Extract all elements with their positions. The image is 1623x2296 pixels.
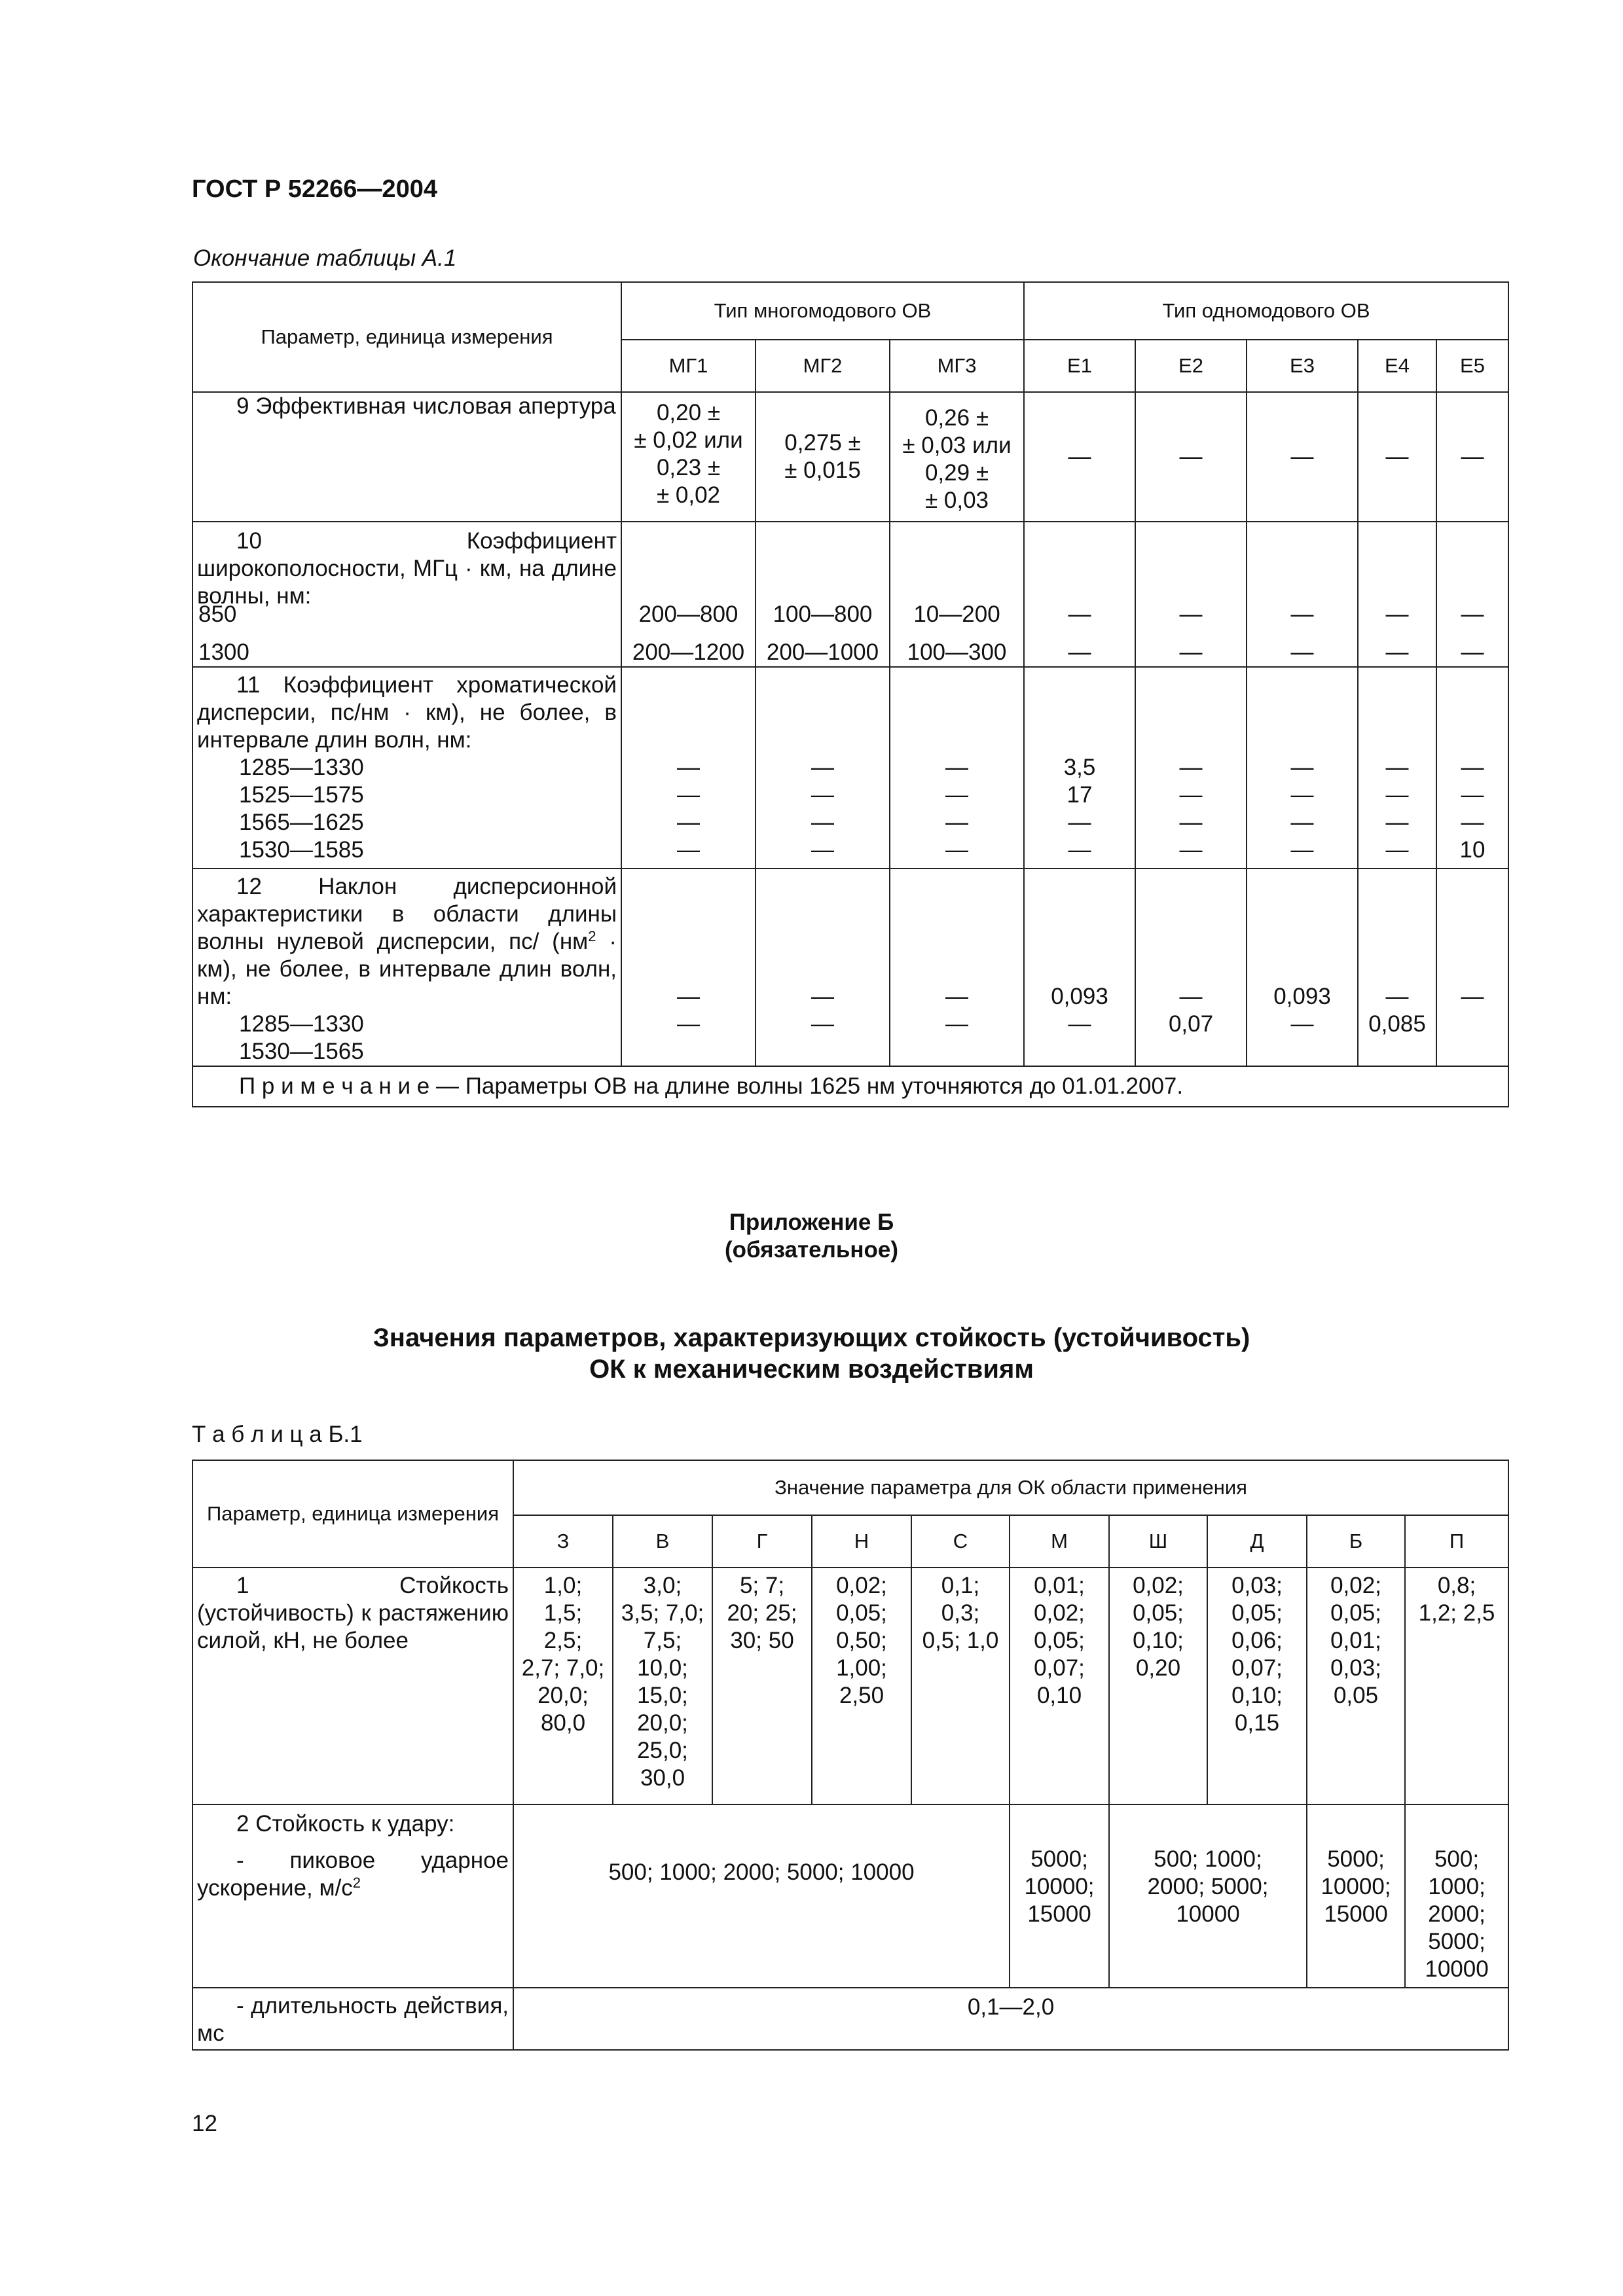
cell-value: 0,26 ± bbox=[924, 405, 989, 431]
cell-value: — bbox=[1290, 755, 1314, 780]
sub-label: 1530—1565 bbox=[239, 1039, 364, 1064]
cell-value: 0,05; bbox=[1133, 1600, 1184, 1626]
table-b1 bbox=[192, 1460, 1509, 2051]
sub-label-text: - пиковое ударное ускорение, м/с bbox=[197, 1848, 509, 1901]
cell-value: 3,5; 7,0; bbox=[621, 1600, 704, 1626]
cell-value: 0,05 bbox=[1333, 1683, 1379, 1708]
cell-value: 15000 bbox=[1324, 1901, 1388, 1927]
cell-value: 0,1; bbox=[941, 1573, 980, 1598]
cell-value: ± 0,02 bbox=[656, 482, 721, 508]
cell-value: — bbox=[677, 810, 700, 835]
cell-value: — bbox=[811, 782, 834, 808]
cell-value: — bbox=[1179, 782, 1203, 808]
row-label: 1 Стойкость (устойчивость) к растяжению силой, кН, не более bbox=[197, 1573, 509, 1653]
cell-value: 0,20 ± bbox=[656, 400, 721, 425]
cell-value: 25,0; bbox=[637, 1738, 688, 1763]
col-header: З bbox=[513, 1515, 613, 1568]
cell-value: 0,15 bbox=[1234, 1710, 1280, 1736]
table-note: П р и м е ч а н и е — Параметры ОВ на длине волны 1625 нм уточняются до 01.01.2007. bbox=[192, 1066, 1508, 1107]
superscript: 2 bbox=[588, 928, 596, 944]
cell-value: 0,06; bbox=[1231, 1628, 1283, 1653]
cell-value: 30,0 bbox=[640, 1765, 685, 1791]
col-header: Д bbox=[1207, 1515, 1307, 1568]
row-label: 11 Коэффициент хроматической дисперсии, пс/нм · км), не более, в интервале длин волн, нм: bbox=[197, 672, 617, 753]
col-header: Ш bbox=[1109, 1515, 1207, 1568]
col-header: Н bbox=[812, 1515, 911, 1568]
cell-value: — bbox=[677, 782, 700, 808]
cell-value: — bbox=[1385, 837, 1409, 863]
cell-value: 0,3; bbox=[941, 1600, 980, 1626]
group-header-application: Значение параметра для ОК области применения bbox=[513, 1460, 1508, 1515]
cell-value: — bbox=[1179, 984, 1203, 1009]
cell-value: 10—200 bbox=[913, 601, 1000, 627]
table-row-11 bbox=[192, 667, 1508, 869]
table-row-9 bbox=[192, 392, 1508, 522]
cell-value: 20; 25; bbox=[727, 1600, 797, 1626]
cell-value: — bbox=[677, 984, 700, 1009]
cell-value: — bbox=[811, 755, 834, 780]
cell-value: — bbox=[1385, 810, 1409, 835]
cell-value: — bbox=[945, 755, 968, 780]
cell-value: — bbox=[1436, 392, 1508, 522]
cell-value: 0,23 ± bbox=[656, 455, 721, 480]
col-header: МГ2 bbox=[756, 340, 890, 392]
cell-value: 0,02; bbox=[1133, 1573, 1184, 1598]
cell-value: 1,0; bbox=[543, 1573, 583, 1598]
row-label: 9 Эффективная числовая апертура bbox=[236, 393, 616, 419]
cell-value: — bbox=[1068, 810, 1091, 835]
cell-value: 0,085 bbox=[1368, 1011, 1426, 1037]
cell-value: 500; 1000; bbox=[1154, 1846, 1262, 1872]
cell-value: 0,10 bbox=[1036, 1683, 1082, 1708]
cell-value: — bbox=[677, 837, 700, 863]
cell-value: 100—800 bbox=[773, 601, 873, 627]
cell-value: — bbox=[1461, 782, 1484, 808]
col-header: Г bbox=[712, 1515, 812, 1568]
cell-value: 0,8; bbox=[1437, 1573, 1476, 1598]
col-header: Е1 bbox=[1024, 340, 1135, 392]
row-label-text: 12 Наклон дисперсионной характеристики в области длины волны нулевой дисперсии, пс/ (нм bbox=[197, 874, 617, 954]
cell-value: — bbox=[945, 1011, 968, 1037]
cell-value: — bbox=[677, 755, 700, 780]
cell-value: 200—800 bbox=[638, 601, 739, 627]
sub-label: 1530—1585 bbox=[239, 837, 364, 863]
cell-value: 1,2; 2,5 bbox=[1418, 1600, 1495, 1626]
cell-value: 0,093 bbox=[1051, 984, 1108, 1009]
table-row-2-duration bbox=[192, 1988, 1508, 2050]
cell-value: 10 bbox=[1459, 837, 1486, 863]
cell-value: — bbox=[811, 837, 834, 863]
cell-value: 200—1200 bbox=[632, 639, 745, 665]
sub-label-peak bbox=[193, 1847, 513, 1902]
cell-value: 0,07 bbox=[1168, 1011, 1214, 1037]
col-header: П bbox=[1405, 1515, 1508, 1568]
col-header: Б bbox=[1307, 1515, 1405, 1568]
group-header-singlemode: Тип одномодового ОВ bbox=[1024, 282, 1508, 340]
table-a1 bbox=[192, 281, 1509, 1107]
cell-value: 10,0; bbox=[637, 1655, 688, 1681]
cell-value: — bbox=[1179, 810, 1203, 835]
cell-value: 15,0; bbox=[637, 1683, 688, 1708]
cell-value: — bbox=[1290, 639, 1314, 665]
table-row-1 bbox=[192, 1568, 1508, 1804]
col-header: Е5 bbox=[1436, 340, 1508, 392]
cell-value: 100—300 bbox=[907, 639, 1007, 665]
cell-value: — bbox=[1385, 639, 1409, 665]
cell-value: 17 bbox=[1067, 782, 1093, 808]
appendix-subtitle: (обязательное) bbox=[724, 1237, 898, 1263]
cell-value: 20,0; bbox=[538, 1683, 589, 1708]
cell-value: — bbox=[1290, 601, 1314, 627]
cell-value: 3,0; bbox=[643, 1573, 682, 1598]
cell-value: — bbox=[1290, 837, 1314, 863]
col-header: Е3 bbox=[1247, 340, 1358, 392]
cell-value: 0,29 ± bbox=[924, 460, 989, 486]
cell-value: 2,7; 7,0; bbox=[521, 1655, 605, 1681]
cell-value: 10000 bbox=[1176, 1901, 1240, 1927]
cell-value: 10000 bbox=[1425, 1956, 1489, 1982]
sub-label: 850 bbox=[198, 601, 237, 627]
cell-value: 500; bbox=[1434, 1846, 1480, 1872]
cell-value: — bbox=[811, 984, 834, 1009]
cell-value: ± 0,03 bbox=[924, 488, 989, 513]
cell-value: 0,275 ± bbox=[784, 430, 861, 456]
col-header: МГ3 bbox=[890, 340, 1024, 392]
sub-label: 1300 bbox=[198, 639, 249, 665]
cell-value: — bbox=[945, 984, 968, 1009]
row-label-text: · км), не более, в интервале длин волн, нм: bbox=[197, 929, 617, 1009]
cell-value: 0,093 bbox=[1273, 984, 1331, 1009]
cell-value: 0,50; bbox=[836, 1628, 887, 1653]
cell-value: 0,02; bbox=[836, 1573, 887, 1598]
cell-value: — bbox=[1461, 810, 1484, 835]
cell-value: 0,02; bbox=[1330, 1573, 1381, 1598]
col-header: Е2 bbox=[1135, 340, 1247, 392]
sub-label: 1525—1575 bbox=[239, 782, 364, 808]
sub-label: 1285—1330 bbox=[239, 1011, 364, 1037]
cell-value: — bbox=[1461, 639, 1484, 665]
cell-value: 7,5; bbox=[643, 1628, 682, 1653]
cell-value: — bbox=[811, 1011, 834, 1037]
page-number: 12 bbox=[192, 2111, 217, 2136]
col-header-parameter: Параметр, единица измерения bbox=[192, 1460, 513, 1568]
cell-value: — bbox=[1290, 782, 1314, 808]
sub-label: 1565—1625 bbox=[239, 810, 364, 835]
cell-value: 0,05; bbox=[1231, 1600, 1283, 1626]
cell-value: — bbox=[1068, 1011, 1091, 1037]
cell-value: 30; 50 bbox=[730, 1628, 794, 1653]
cell-value: 3,5 bbox=[1063, 755, 1096, 780]
col-header-parameter: Параметр, единица измерения bbox=[192, 282, 621, 392]
cell-value: — bbox=[1290, 810, 1314, 835]
cell-value: ± 0,015 bbox=[784, 457, 861, 483]
cell-value: 2000; bbox=[1428, 1901, 1486, 1927]
cell-value: 10000; bbox=[1024, 1874, 1095, 1899]
cell-value: — bbox=[1024, 392, 1135, 522]
col-header: Е4 bbox=[1358, 340, 1436, 392]
cell-value: 80,0 bbox=[540, 1710, 586, 1736]
cell-value: 0,20 bbox=[1135, 1655, 1181, 1681]
cell-value: 0,05; bbox=[1034, 1628, 1085, 1653]
cell-value: — bbox=[1461, 601, 1484, 627]
cell-value: — bbox=[677, 1011, 700, 1037]
superscript: 2 bbox=[352, 1874, 361, 1891]
group-header-multimode: Тип многомодового ОВ bbox=[621, 282, 1024, 340]
cell-value: — bbox=[1461, 984, 1484, 1009]
cell-value: 2,5; bbox=[543, 1628, 583, 1653]
cell-value: 0,01; bbox=[1034, 1573, 1085, 1598]
sub-label-duration: - длительность действия, мс bbox=[197, 1993, 509, 2046]
cell-value: 1,5; bbox=[543, 1600, 583, 1626]
table-b1-caption: Т а б л и ц а Б.1 bbox=[192, 1422, 363, 1447]
cell-value: — bbox=[1179, 639, 1203, 665]
cell-value: 20,0; bbox=[637, 1710, 688, 1736]
cell-value: 0,02; bbox=[1034, 1600, 1085, 1626]
cell-value: 5000; bbox=[1428, 1929, 1486, 1954]
cell-value: — bbox=[1385, 601, 1409, 627]
cell-value: — bbox=[1179, 601, 1203, 627]
cell-value: — bbox=[945, 810, 968, 835]
cell-value: — bbox=[1068, 837, 1091, 863]
cell-value: — bbox=[1068, 601, 1091, 627]
cell-value: — bbox=[1135, 392, 1247, 522]
document-header: ГОСТ Р 52266—2004 bbox=[192, 175, 437, 203]
cell-value: 200—1000 bbox=[766, 639, 879, 665]
cell-value: — bbox=[1461, 755, 1484, 780]
table-row-12 bbox=[192, 869, 1508, 1066]
cell-value: — bbox=[1385, 755, 1409, 780]
cell-value: — bbox=[1358, 392, 1436, 522]
cell-value: — bbox=[1247, 392, 1358, 522]
cell-value: 5; 7; bbox=[739, 1573, 785, 1598]
col-header: В bbox=[613, 1515, 712, 1568]
row-label: 2 Стойкость к удару: bbox=[236, 1811, 455, 1837]
cell-value: — bbox=[1068, 639, 1091, 665]
cell-value: 5000; bbox=[1030, 1846, 1088, 1872]
cell-value: 0,07; bbox=[1034, 1655, 1085, 1681]
table-a1-caption: Окончание таблицы А.1 bbox=[193, 245, 457, 271]
appendix-heading: ОК к механическим воздействиям bbox=[589, 1355, 1034, 1384]
table-row-2 bbox=[192, 1804, 1508, 1988]
cell-value: 0,10; bbox=[1231, 1683, 1283, 1708]
table-row-10 bbox=[192, 522, 1508, 667]
row-label bbox=[193, 873, 621, 1011]
cell-value: 2,50 bbox=[839, 1683, 884, 1708]
cell-value: ± 0,02 или bbox=[634, 427, 743, 453]
appendix-title: Приложение Б bbox=[729, 1210, 894, 1235]
cell-value: 0,10; bbox=[1133, 1628, 1184, 1653]
cell-value: — bbox=[1290, 1011, 1314, 1037]
cell-value: 1,00; bbox=[836, 1655, 887, 1681]
sub-label: 1285—1330 bbox=[239, 755, 364, 780]
cell-value: 0,03; bbox=[1330, 1655, 1381, 1681]
col-header: С bbox=[911, 1515, 1010, 1568]
appendix-heading: Значения параметров, характеризующих стойкость (устойчивость) bbox=[373, 1323, 1250, 1352]
cell-value: 0,07; bbox=[1231, 1655, 1283, 1681]
cell-value: — bbox=[945, 782, 968, 808]
cell-value: — bbox=[811, 810, 834, 835]
cell-value: 10000; bbox=[1321, 1874, 1391, 1899]
cell-value: 1000; bbox=[1428, 1874, 1486, 1899]
cell-value: 0,01; bbox=[1330, 1628, 1381, 1653]
cell-value: 0,03; bbox=[1231, 1573, 1283, 1598]
cell-value: ± 0,03 или bbox=[902, 433, 1012, 458]
cell-value: 500; 1000; 2000; 5000; 10000 bbox=[513, 1804, 1010, 1988]
cell-value: — bbox=[1179, 837, 1203, 863]
cell-value: 0,05; bbox=[1330, 1600, 1381, 1626]
row-label: 10 Коэффициент широкополосности, МГц · км, на длине волны, нм: bbox=[197, 528, 617, 609]
cell-value: 0,05; bbox=[836, 1600, 887, 1626]
cell-value: 15000 bbox=[1027, 1901, 1091, 1927]
cell-value: — bbox=[945, 837, 968, 863]
col-header: МГ1 bbox=[621, 340, 756, 392]
cell-value: 0,5; 1,0 bbox=[922, 1628, 999, 1653]
cell-value: — bbox=[1385, 782, 1409, 808]
cell-value: 2000; 5000; bbox=[1147, 1874, 1269, 1899]
cell-value: — bbox=[1179, 755, 1203, 780]
col-header: М bbox=[1010, 1515, 1109, 1568]
cell-value: 5000; bbox=[1327, 1846, 1385, 1872]
cell-value: 0,1—2,0 bbox=[513, 1988, 1508, 2050]
cell-value: — bbox=[1385, 984, 1409, 1009]
